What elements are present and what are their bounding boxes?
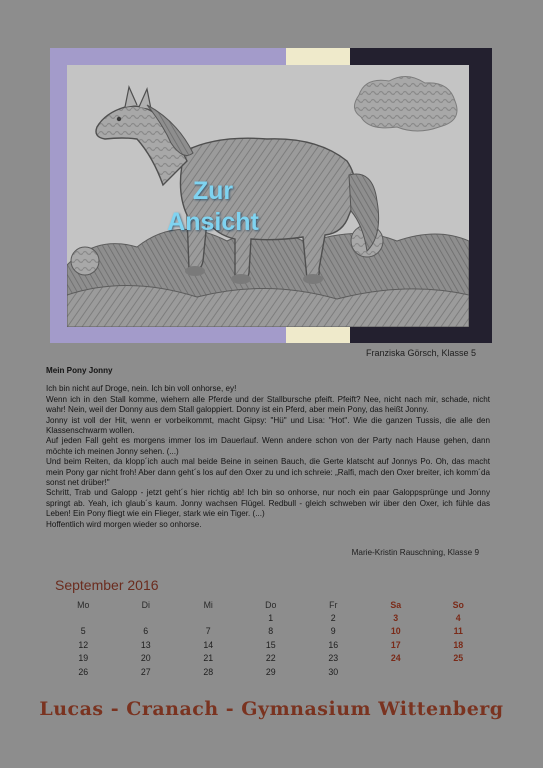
calendar-day: 12 [78, 639, 89, 650]
calendar-day: 21 [203, 653, 214, 664]
poem-line: Jonny ist voll der Hit, wenn er vorbeikommt, macht Gipsy: "Hü" und Lisa: "Hot". Wie die ganzen Tussis, die alle den Klassenschwarm wollen. [46, 415, 490, 436]
calendar-day: 22 [265, 653, 276, 664]
calendar-week [52, 665, 490, 678]
calendar-day: 6 [143, 626, 149, 637]
calendar-day-weekend: 18 [453, 639, 464, 650]
calendar-day: 8 [268, 626, 274, 637]
calendar-grid [52, 598, 490, 678]
weekday-di: Di [141, 599, 150, 610]
calendar-week [52, 652, 490, 665]
weekday-mo: Mo [77, 599, 90, 610]
poem-line: Und beim Reiten, da klopp´ich auch mal beide Beine in seinen Bauch, die Gerte klatscht auf Jonnys Po. Oh, das macht mein Pony gar nicht froh! Aber dann geht´s los auf den Oxer zu und ich schreie: „Ralfi, mach den Oxer breiter, ich komm´da sonst net drüber!" [46, 457, 490, 488]
calendar-month: September 2016 [55, 577, 159, 593]
calendar-day-weekend: 25 [453, 653, 464, 664]
poem-title: Mein Pony Jonny [46, 366, 113, 375]
calendar-day-weekend: 17 [390, 639, 401, 650]
pony-pencil-drawing-icon [67, 65, 469, 327]
calendar-day: 1 [268, 613, 274, 624]
calendar-day: 19 [78, 653, 89, 664]
calendar-day-weekend [365, 665, 428, 678]
calendar-day: 30 [328, 666, 339, 677]
calendar-day: 26 [78, 666, 89, 677]
calendar-day [52, 611, 115, 624]
poem-line: Auf jeden Fall geht es morgens immer los im Dauerlauf. Wenn andere schon von der Party nach Hause gehen, dann möchte ich meinen Jonny sehen. (...) [46, 436, 490, 456]
weekday-mi: Mi [203, 599, 213, 610]
poem-line: Ich bin nicht auf Droge, nein. Ich bin voll onhorse, ey! [46, 384, 237, 394]
weekday-header-row [52, 598, 490, 611]
weekday-sa: Sa [390, 599, 402, 610]
calendar-week [52, 611, 490, 624]
calendar-day [115, 611, 178, 624]
calendar-day: 7 [205, 626, 211, 637]
overlay-line-1: Zur [192, 177, 234, 205]
preview-watermark[interactable] [158, 176, 268, 238]
calendar-day: 5 [80, 626, 86, 637]
calendar-day: 27 [140, 666, 151, 677]
weekday-do: Do [265, 599, 277, 610]
calendar-day-weekend: 3 [393, 613, 399, 624]
calendar-week [52, 638, 490, 651]
pony-drawing[interactable] [67, 65, 469, 327]
poem-line: Schritt, Trab und Galopp - jetzt geht´s hier richtig ab! Ich bin so onhorse, nur noch ein paar Galoppsprünge und Jonny springt ab. Yeah, ich glaub´s kaum. Jonny wachsen Flügel. Redbull - gleich schweben wir über den Oxer, ich fühle das Leben! Ein Pony fliegt wie ein Flieger, stark wie ein Tiger. (...) [46, 488, 490, 519]
calendar-day-weekend: 4 [455, 613, 461, 624]
calendar-day: 23 [328, 653, 339, 664]
weekday-fr: Fr [329, 599, 338, 610]
weekday-so: So [452, 599, 464, 610]
calendar-week [52, 625, 490, 638]
calendar-day: 29 [265, 666, 276, 677]
calendar-day-weekend: 24 [390, 653, 401, 664]
artwork-caption: Franziska Görsch, Klasse 5 [365, 348, 476, 358]
calendar-day: 14 [203, 639, 214, 650]
calendar-day: 9 [330, 626, 336, 637]
poem-author: Marie-Kristin Rauschning, Klasse 9 [351, 548, 479, 557]
calendar-day: 15 [265, 639, 276, 650]
calendar-day-weekend: 10 [390, 626, 401, 637]
calendar-day-weekend: 11 [453, 626, 463, 637]
calendar-day: 20 [140, 653, 151, 664]
calendar-day: 13 [140, 639, 151, 650]
calendar-day [177, 611, 240, 624]
poem-line: Hoffentlich wird morgen wieder so onhorse. [46, 519, 202, 529]
calendar-day: 16 [328, 639, 339, 650]
calendar-day: 2 [330, 613, 336, 624]
calendar-day-weekend [427, 665, 490, 678]
calendar-day: 28 [203, 666, 214, 677]
school-name-footer: Lucas - Cranach - Gymnasium Wittenberg [39, 698, 504, 720]
poem-line: Wenn ich in den Stall komme, wiehern alle Pferde und der Stallbursche pfeift. Pfeift? Nee, nicht nach mir, schade, nicht wahr! Nein, weil der Donny aus dem Stall galoppiert. Donny ist ein Pferd, aber mein Pony, das heißt Jonny. [46, 394, 490, 415]
overlay-line-2: Ansicht [167, 208, 259, 236]
poem [46, 366, 490, 530]
